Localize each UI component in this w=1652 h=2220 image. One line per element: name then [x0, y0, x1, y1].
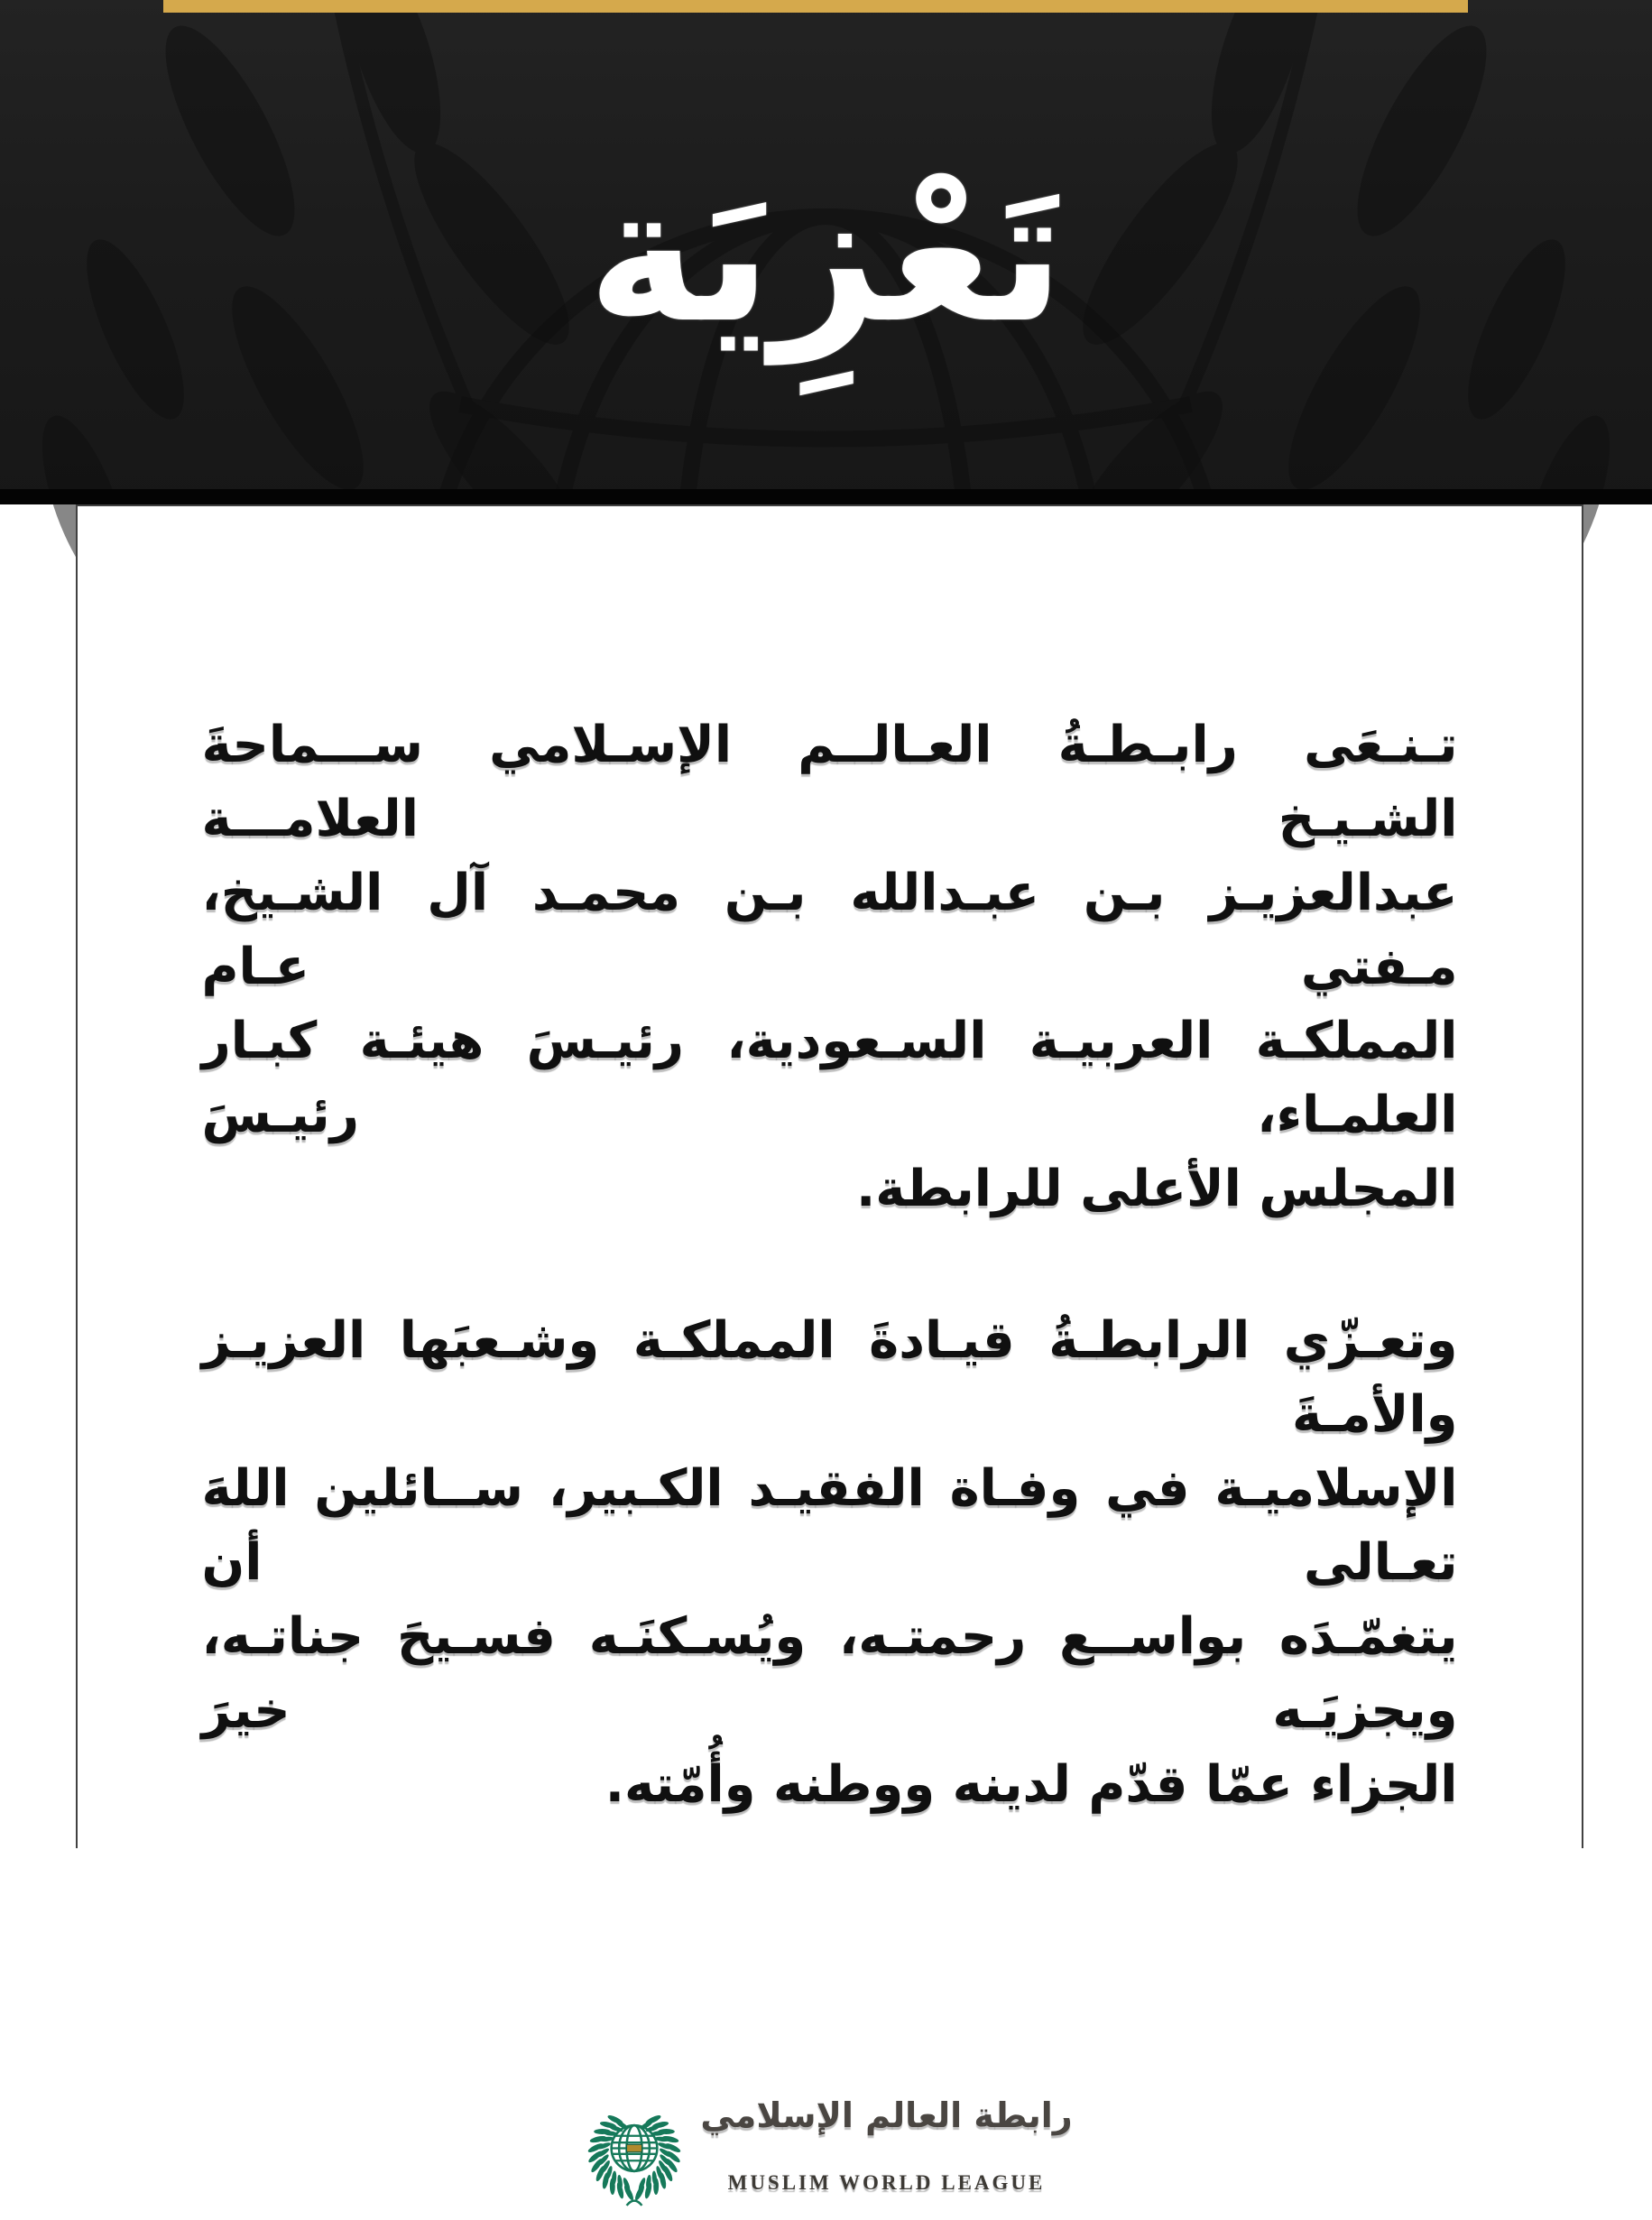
- kaaba-band-icon: [627, 2144, 642, 2151]
- paragraph-line: وتعـزّي الرابطـةُ قيـادةَ المملكـة وشـعبَها العزيـز والأمـةَ: [201, 1311, 1458, 1444]
- condolence-text-block: [202, 708, 1458, 2220]
- content-card: [76, 504, 1583, 2195]
- paragraph-line: الإسلاميـة في وفـاة الفقيـد الكـبير، ســائلين اللهَ تعـالى أن: [201, 1459, 1458, 1592]
- paragraph-line: المجلس الأعلى للرابطة.: [855, 1160, 1458, 1218]
- mwl-emblem-icon: [586, 2106, 682, 2207]
- mwl-logo-arabic-calligraphy: رابطة العالم الإسلامي: [700, 2095, 1073, 2135]
- mwl-logo-english-name: MUSLIM WORLD LEAGUE: [727, 2171, 1046, 2195]
- condolence-calligraphy-title: تَعْزِيَة: [586, 146, 1066, 365]
- paragraph-line: عبدالعزيـز بـن عبـدالله بـن محمـد آل الشـيخ، مـفتي عـام: [201, 864, 1458, 996]
- paragraph-line: يتغمّـدَه بواســع رحمتـه، ويُسـكنَـه فسـيحَ جناتـه، ويجزيَـه خيرَ: [201, 1607, 1458, 1740]
- header-banner: [0, 0, 1652, 504]
- condolence-paragraph-2: [202, 1304, 1458, 1822]
- header-black-strip: [0, 489, 1652, 504]
- condolence-paragraph-1: [202, 708, 1458, 1226]
- gold-accent-bar: [163, 0, 1468, 13]
- paragraph-line: الجزاء عمّا قدّم لدينه ووطنه وأُمّته.: [605, 1755, 1458, 1814]
- paragraph-line: تـنـعَى رابـطـةُ العـالــم الإسـلامي ســـماحةَ الشـيـخ العلامـــة: [201, 716, 1458, 848]
- mwl-logo-text: [700, 2093, 1072, 2220]
- paragraph-line: المملكـة العربيـة السـعودية، رئيـسَ هيئـة كبـار العلمـاء، رئيـسَ: [201, 1012, 1458, 1144]
- mwl-logo: [202, 2093, 1458, 2220]
